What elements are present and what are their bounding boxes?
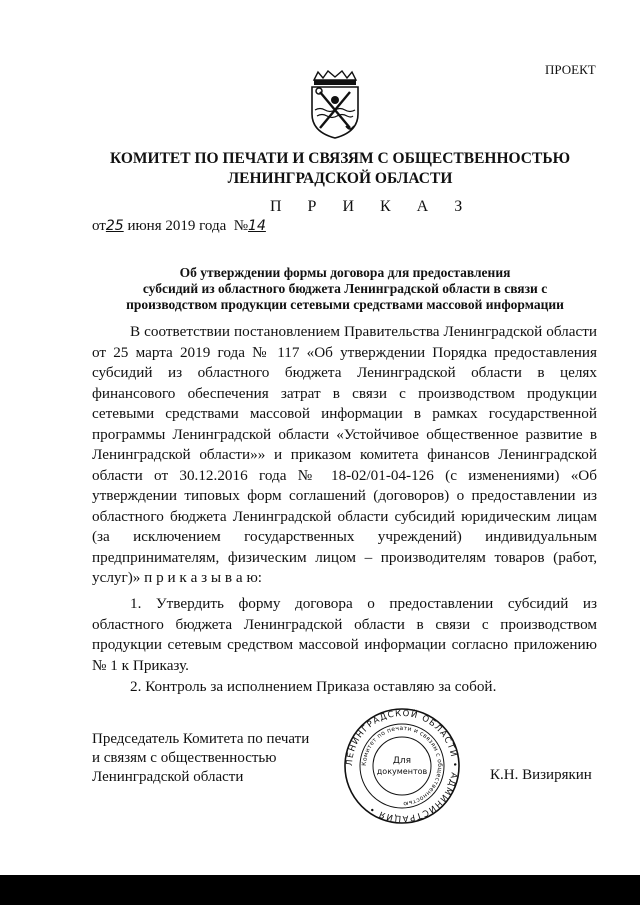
official-seal-icon	[343, 707, 461, 825]
seal-center-line2: документов	[376, 767, 428, 776]
draft-label: ПРОЕКТ	[545, 62, 596, 77]
signer-title-line2: и связям с общественностью	[92, 750, 277, 766]
subject-line3: производством продукции сетевыми средствами массовой информации	[126, 297, 564, 312]
seal-center-line1: Для	[392, 756, 412, 766]
subject-line1: Об утверждении формы договора для предоставления	[179, 265, 511, 280]
signer-title	[92, 730, 309, 787]
committee-name-line2: ЛЕНИНГРАДСКОЙ ОБЛАСТИ	[227, 170, 453, 187]
subject-line2: субсидий из областного бюджета Ленинградской области в связи с	[142, 281, 548, 296]
date-prefix: от	[92, 218, 106, 234]
document-type: П Р И К А З	[270, 198, 474, 215]
signer-title-line3: Ленинградской области	[92, 769, 244, 785]
order-item-2: 2. Контроль за исполнением Приказа оставляю за собой.	[130, 678, 497, 695]
coat-of-arms-icon	[304, 70, 366, 140]
document-subject	[90, 265, 600, 313]
date-day: 25	[105, 218, 124, 234]
committee-name	[60, 149, 620, 189]
document-number: 14	[248, 218, 266, 234]
scan-border	[0, 875, 640, 905]
preamble-text: В соответствии постановлением Правительства Ленинградской области от 25 марта 2019 года № 117 «Об утверждении Порядка предоставления субсидий из областного бюджета Ленинградской области в целях финансового обеспечения затрат в связи с производством продукции сетевыми средствами массовой информации в рамках государственной программы Ленинградской области «Устойчивое общественное развитие в Ленинградской области»» и приказом комитета финансов Ленинградской области от 30.12.2016 года № 18-02/01-04-126 (с изменениями) «Об утверждении типовых форм соглашений (договоров) о предоставлении из областного бюджета Ленинградской области субсидий юридическим лицам (за исключением государственных учреждений) индивидуальным предпринимателям, физическим лицом – производителям товаров (работ, услуг)» п р и к а з ы в а ю:	[92, 323, 597, 586]
date-rest: июня 2019 года №	[123, 218, 249, 234]
preamble-paragraph	[92, 322, 597, 589]
signer-name: К.Н. Визирякин	[490, 767, 592, 783]
signer-title-line1: Председатель Комитета по печати	[92, 731, 310, 747]
committee-name-line1: КОМИТЕТ ПО ПЕЧАТИ И СВЯЗЯМ С ОБЩЕСТВЕННОСТЬЮ	[109, 150, 571, 167]
seal-inner-text: Комитет по печати и связям с общественностью	[360, 724, 444, 808]
seal-outer-text: ЛЕНИНГРАДСКОЙ ОБЛАСТИ • АДМИНИСТРАЦИЯ •	[344, 708, 460, 824]
order-item-1: 1. Утвердить форму договора о предоставлении субсидий из областного бюджета Ленинградской области в связи с производством продукции сетевым средством массовой информации согласно приложению № 1 к Приказу.	[92, 595, 597, 674]
date-line	[92, 218, 266, 235]
